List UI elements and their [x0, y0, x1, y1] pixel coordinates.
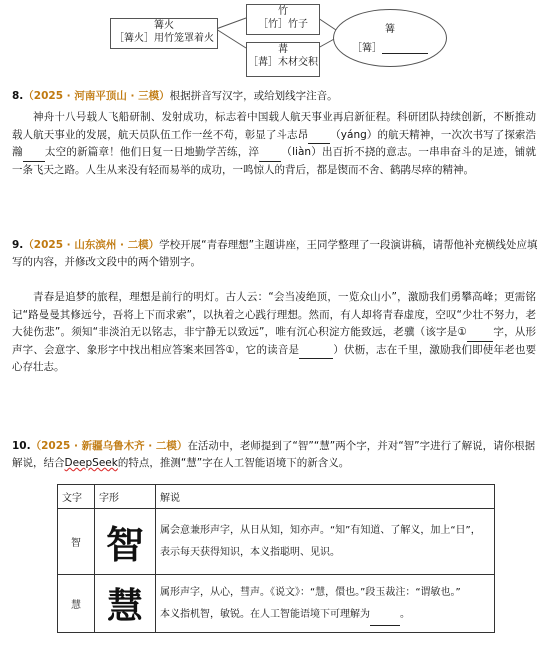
diagram-mid-char: 冓 [278, 44, 288, 55]
q8-blank-1[interactable] [308, 131, 330, 144]
q8-text-4: 出百折不挠的意志。一串串奋斗的足迹，铺就一条飞天之路。人生从来没有轻而易举的成功，一鸣惊人的背后，都是锲而不舍、鹤鹃尽瘁的精神。 [12, 146, 537, 176]
q9-text-2: 字，从形声字、会意字、象形字中找出相应答案来回答①，它的读音是 [12, 326, 536, 356]
q9-passage [12, 289, 536, 377]
q10-source: （2025 · 新疆乌鲁木齐 · 二模） [30, 440, 188, 452]
table-row [58, 509, 495, 575]
q8-text-3: 太空的新篇章！他们日复一日地勤学苦练，淬 [44, 146, 260, 159]
diagram-left-char: 篝火 [154, 20, 174, 31]
q10-number: 10. [12, 440, 31, 452]
row-explain-hui-2: 本义指机智，敏锐。在人工智能语境下可理解为 [160, 608, 370, 620]
diagram-top-char: 竹 [278, 6, 288, 17]
q10-deepseek: DeepSeek [64, 457, 118, 469]
q9-prompt: 学校开展“青春理想”主题讲座，王同学整理了一段演讲稿，请帮他补充横线处应填写的内容，并修改文段中的两个错别字。 [12, 239, 538, 268]
table-row: 慧 慧 属形声字，从心，彗声。《说文》：“慧，儇也。”段玉裁注：“谓敏也。” 本义指机智，敏锐。在人工智能语境下可理解为 。 [58, 575, 495, 633]
q10-answer-blank[interactable] [370, 613, 400, 626]
q8-blank-3[interactable] [259, 149, 281, 162]
q8-header [12, 89, 542, 103]
q8-pinyin-1: （yáng） [330, 128, 378, 141]
diagram-mid-box [246, 42, 320, 77]
q9-header [12, 237, 542, 271]
q8-passage [12, 109, 536, 179]
q10-header [12, 438, 538, 472]
seal-glyph-zhi: 智 [95, 509, 156, 575]
table-header-char: 文字 [58, 485, 95, 509]
q10-prompt-1: 在活动中，老师提到了“智”“慧”两个字，并对“智”字进行了解说，请你根据解说，结合 [12, 440, 536, 469]
diagram-mid-def: ［冓］木材交积 [248, 57, 318, 68]
table-header-glyph: 字形 [95, 485, 156, 509]
q9-source: （2025 · 山东滨州 · 二模） [23, 239, 160, 251]
q8-prompt: 根据拼音写汉字，或给划线字注音。 [169, 90, 338, 102]
q9-blank-1[interactable] [467, 329, 493, 342]
q9-blank-2[interactable] [299, 346, 333, 359]
diagram-left-def: ［篝火］用竹笼罩着火 [114, 33, 214, 44]
q8-pinyin-2: （liàn） [281, 146, 322, 159]
q9-text-1: 青春是追梦的旅程，理想是前行的明灯。古人云：“会当凌绝顶，一览众山小”，激励我们勇攀高峰；更需铭记“路曼曼其修远兮，吾将上下而求索”，以执着之心践行理想。然而，有人却将青春虚度，空叹“少壮不努力，老大徒伤悲”。须知“非淡泊无以铭志，非宁静无以致远”，唯有沉心积淀方能致远，老骥（该字是① [12, 291, 536, 339]
diagram-ellipse-def: ［篝］ [352, 43, 382, 54]
diagram-top-box [246, 4, 320, 35]
diagram-left-box [110, 18, 218, 49]
q10-table [57, 484, 495, 633]
seal-glyph-hui: 慧 [95, 575, 156, 633]
q9-number: 9. [12, 239, 24, 251]
q8-text-1: 神舟十八号载人飞船研制、发射成功，标志着中国载人航天事业再启新征程。科研团队持续创新，不断推动载人航天事业的发展，航天员队伍工作一丝不苟，彰显了斗志昂 [12, 111, 536, 141]
diagram-top-def: ［竹］竹子 [258, 19, 308, 30]
diagram-ellipse-char: 篝 [385, 24, 395, 35]
diagram-ellipse [333, 9, 447, 67]
q8-blank-2[interactable] [23, 149, 45, 162]
q8-number: 8. [12, 90, 24, 102]
q8-source: （2025 · 河南平顶山 · 三模） [23, 90, 170, 102]
q10-prompt-2: 的特点，推测“慧”字在人工智能语境下的新含义。 [117, 457, 350, 469]
q8-text-2: 的航天精神，一次次书写了探索浩瀚 [12, 128, 537, 159]
row-explain-hui-1: 属形声字，从心，彗声。《说文》：“慧，儇也。”段玉裁注：“谓敏也。” [160, 586, 461, 598]
row-char-hui: 慧 [58, 575, 95, 633]
q9-text-3: ）伏枥，志在千里，激励我们即使年老也要心存壮志。 [12, 343, 536, 374]
table-header-row [58, 485, 495, 509]
row-char-zhi: 智 [58, 509, 95, 575]
row-explain-zhi-1: 属会意兼形声字，从日从知，知亦声。“知”有知道、了解义，加上“日”， [160, 524, 481, 536]
row-explain-zhi-2: 表示每天获得知识，本义指聪明、见识。 [160, 546, 340, 558]
table-header-explain: 解说 [156, 485, 495, 509]
diagram-ellipse-blank[interactable] [382, 41, 428, 54]
